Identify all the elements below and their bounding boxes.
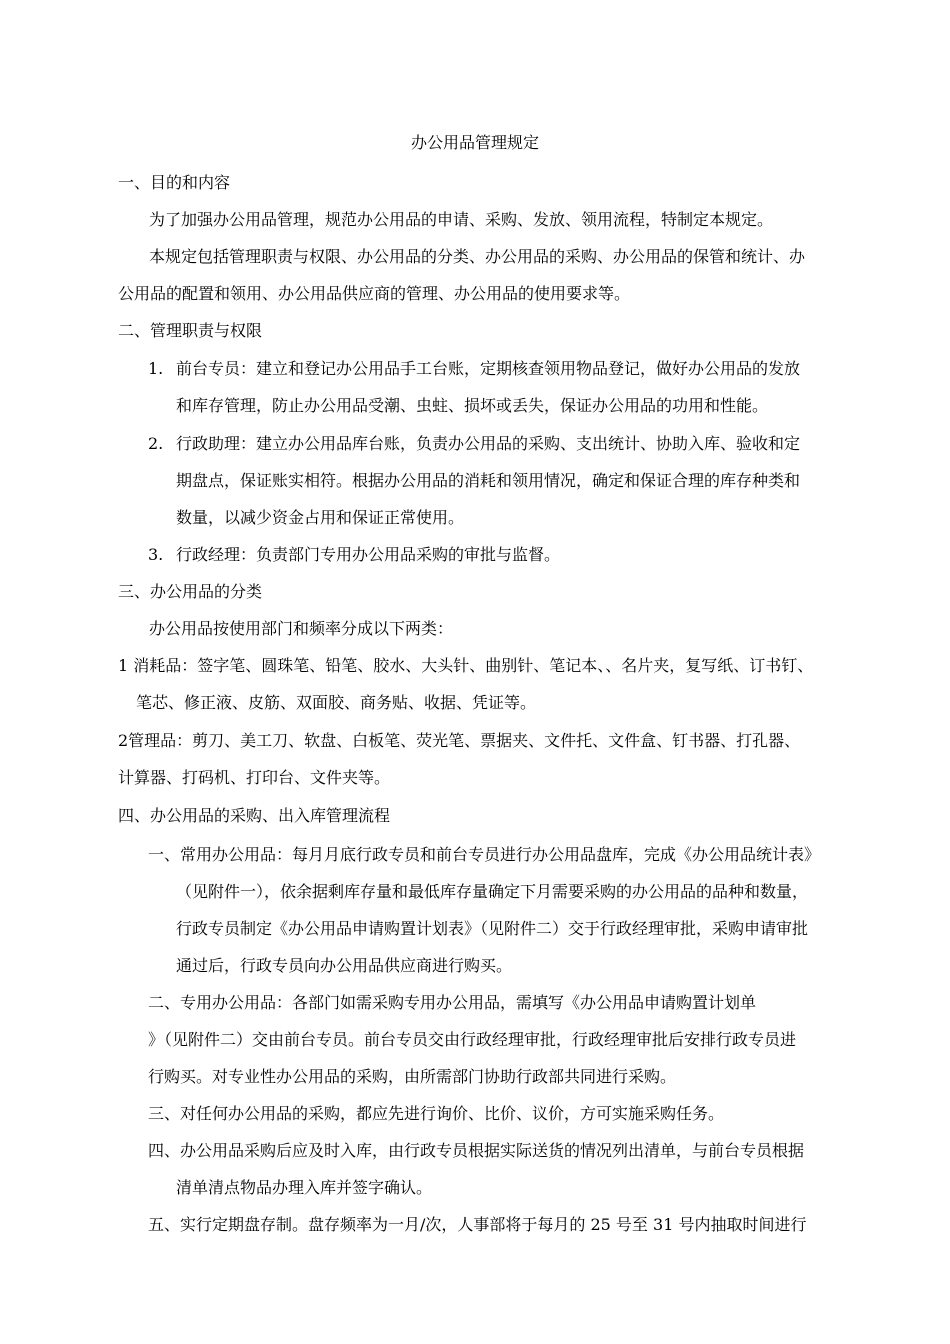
section-heading: 四、办公用品的采购、出入库管理流程 (118, 806, 391, 825)
list-item-line: 期盘点，保证账实相符。根据办公用品的消耗和领用情况，确定和保证合理的库存种类和 (176, 471, 801, 490)
paragraph-line: （见附件一），依余据剩库存量和最低库存量确定下月需要采购的办公用品的品种和数量， (176, 882, 809, 901)
list-item-line: 行政助理：建立办公用品库台账，负责办公用品的采购、支出统计、协助入库、验收和定 (176, 434, 801, 453)
paragraph-line: 笔芯、修正液、皮筋、双面胶、商务贴、收据、凭证等。 (136, 693, 537, 712)
paragraph-line: 计算器、打码机、打印台、文件夹等。 (118, 768, 391, 787)
paragraph-line: 2管理品：剪刀、美工刀、软盘、白板笔、荧光笔、票据夹、文件托、文件盒、钉书器、打孔器、 (118, 731, 801, 750)
section-heading: 一、目的和内容 (118, 173, 231, 192)
section-heading: 二、管理职责与权限 (118, 321, 263, 340)
section-heading: 三、办公用品的分类 (118, 582, 263, 601)
paragraph-line: 》（见附件二）交由前台专员。前台专员交由行政经理审批，行政经理审批后安排行政专员进 (148, 1030, 797, 1049)
list-number: 2. (148, 434, 164, 453)
paragraph-line: 一、常用办公用品：每月月底行政专员和前台专员进行办公用品盘库，完成《办公用品统计表》 (148, 845, 821, 864)
paragraph-line: 本规定包括管理职责与权限、办公用品的分类、办公用品的采购、办公用品的保管和统计、办 (149, 247, 806, 266)
paragraph-line: 清单清点物品办理入库并签字确认。 (176, 1178, 433, 1197)
document-title: 办公用品管理规定 (410, 133, 539, 152)
paragraph-line: 通过后，行政专员向办公用品供应商进行购买。 (176, 956, 513, 975)
paragraph-line: 行购买。对专业性办公用品的采购，由所需部门协助行政部共同进行采购。 (148, 1067, 677, 1086)
paragraph-line: 行政专员制定《办公用品申请购置计划表》（见附件二）交于行政经理审批，采购申请审批 (176, 919, 809, 938)
paragraph-line: 五、实行定期盘存制。盘存频率为一月/次，人事部将于每月的 25 号至 31 号内抽取时间进行 (148, 1215, 807, 1234)
list-item-line: 数量，以减少资金占用和保证正常使用。 (176, 508, 465, 527)
list-number: 1. (148, 359, 164, 378)
paragraph-line: 三、对任何办公用品的采购，都应先进行询价、比价、议价，方可实施采购任务。 (148, 1104, 725, 1123)
paragraph-line: 二、专用办公用品：各部门如需采购专用办公用品，需填写《办公用品申请购置计划单 (148, 993, 757, 1012)
paragraph-line: 四、办公用品采购后应及时入库，由行政专员根据实际送货的情况列出清单，与前台专员根据 (148, 1141, 805, 1160)
list-item-line: 和库存管理，防止办公用品受潮、虫蛀、损坏或丢失，保证办公用品的功用和性能。 (176, 396, 769, 415)
list-item-line: 行政经理：负责部门专用办公用品采购的审批与监督。 (176, 545, 561, 564)
paragraph-line: 公用品的配置和领用、办公用品供应商的管理、办公用品的使用要求等。 (118, 284, 631, 303)
paragraph-line: 办公用品按使用部门和频率分成以下两类： (149, 619, 454, 638)
paragraph-line: 1 消耗品：签字笔、圆珠笔、铅笔、胶水、大头针、曲别针、笔记本、、名片夹，复写纸、订书钉、 (118, 656, 814, 675)
list-number: 3. (148, 545, 164, 564)
paragraph-line: 为了加强办公用品管理，规范办公用品的申请、采购、发放、领用流程，特制定本规定。 (149, 210, 774, 229)
list-item-line: 前台专员：建立和登记办公用品手工台账，定期核查领用物品登记，做好办公用品的发放 (176, 359, 801, 378)
